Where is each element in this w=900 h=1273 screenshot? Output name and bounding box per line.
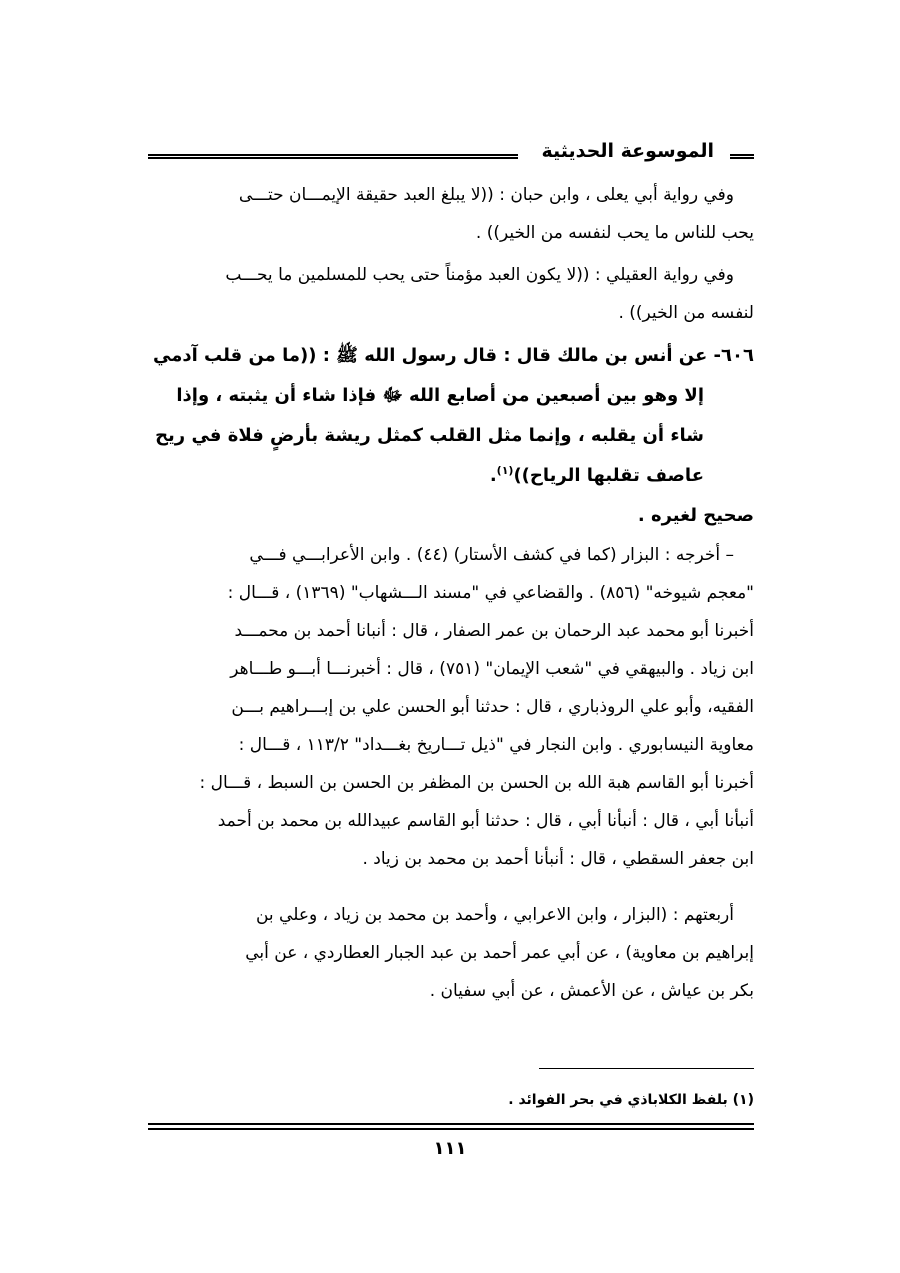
text-line: لنفسه من الخير)) . [618,303,754,323]
text-line: – أخرجه : البزار (كما في كشف الأستار) (٤٤) . وابن الأعرابـــي فـــي [249,545,734,565]
header-rule-left [148,154,518,159]
footnote: (١) بلفظ الكلاباذي في بحر الفوائد . [508,1092,754,1108]
hadith-number: ٦٠٦- [713,345,754,366]
text-line: أنبأنا أبي ، قال : أنبأنا أبي ، قال : حدثنا أبو القاسم عبيدالله بن محمد بن أحمد [217,811,754,831]
text-line [146,456,754,496]
footnote-separator [539,1068,754,1069]
header-title: الموسوعة الحديثية [541,140,714,162]
hadith-end: . [489,465,497,486]
text-line: ابن زياد . والبيهقي في "شعب الإيمان" (٧٥١) ، قال : أخبرنـــا أبـــو طـــاهر [230,659,754,679]
running-header [148,140,754,180]
hadith-line: عن أنس بن مالك قال : قال رسول الله ﷺ : ((ما من قلب آدمي [153,345,708,366]
footnote-ref: (١) [496,464,514,477]
text-line: وفي رواية أبي يعلى ، وابن حبان : ((لا يبلغ العبد حقيقة الإيمـــان حتـــى [238,185,734,205]
header-rule-right [730,154,754,159]
text-line [146,336,754,376]
text-line: أربعتهم : (البزار ، وابن الاعرابي ، وأحمد بن محمد بن زياد ، وعلي بن [255,905,734,925]
text-line: شاء أن يقلبه ، وإنما مثل القلب كمثل ريشة بأرضٍ فلاة في ريح [155,425,704,446]
text-line: يحب للناس ما يحب لنفسه من الخير)) . [475,223,754,243]
text-line: إبراهيم بن معاوية) ، عن أبي عمر أحمد بن عبد الجبار العطاردي ، عن أبي [245,943,754,963]
text-line: أخبرنا أبو القاسم هبة الله بن الحسن بن المظفر بن الحسن بن السبط ، قـــال : [199,773,754,793]
paragraph-abu-yala [146,176,754,252]
takhrij-paragraph [146,536,754,878]
text-line: أخبرنا أبو محمد عبد الرحمان بن عمر الصفار ، قال : أنبانا أحمد بن محمـــد [234,621,754,641]
text-line: معاوية النيسابوري . وابن النجار في "ذيل تـــاريخ بغـــداد" ١١٣/٢ ، قـــال : [238,735,754,755]
paragraph-uqayli [146,256,754,332]
text-line: الفقيه، وأبو علي الروذباري ، قال : حدثنا أبو الحسن علي بن إبـــراهيم بـــن [231,697,754,717]
grading [146,496,754,536]
page-number: ١١١ [433,1138,467,1159]
hadith-line: عاصف تقلبها الرياح)) [513,465,704,486]
text-line: بكر بن عياش ، عن الأعمش ، عن أبي سفيان . [429,981,754,1001]
text-line: إلا وهو بين أصبعين من أصابع الله ﷻ فإذا شاء أن يثبته ، وإذا [176,385,704,406]
text-line: "معجم شيوخه" (٨٥٦) . والقضاعي في "مسند الـــشهاب" (١٣٦٩) ، قـــال : [227,583,754,603]
text-line: صحيح لغيره . [637,505,754,526]
text-line: ابن جعفر السقطي ، قال : أنبأنا أحمد بن محمد بن زياد . [362,849,754,869]
footer-rule [148,1123,754,1130]
hadith-text [146,336,754,496]
text-line: وفي رواية العقيلي : ((لا يكون العبد مؤمناً حتى يحب للمسلمين ما يحـــب [225,265,734,285]
chain-summary-paragraph [146,896,754,1010]
